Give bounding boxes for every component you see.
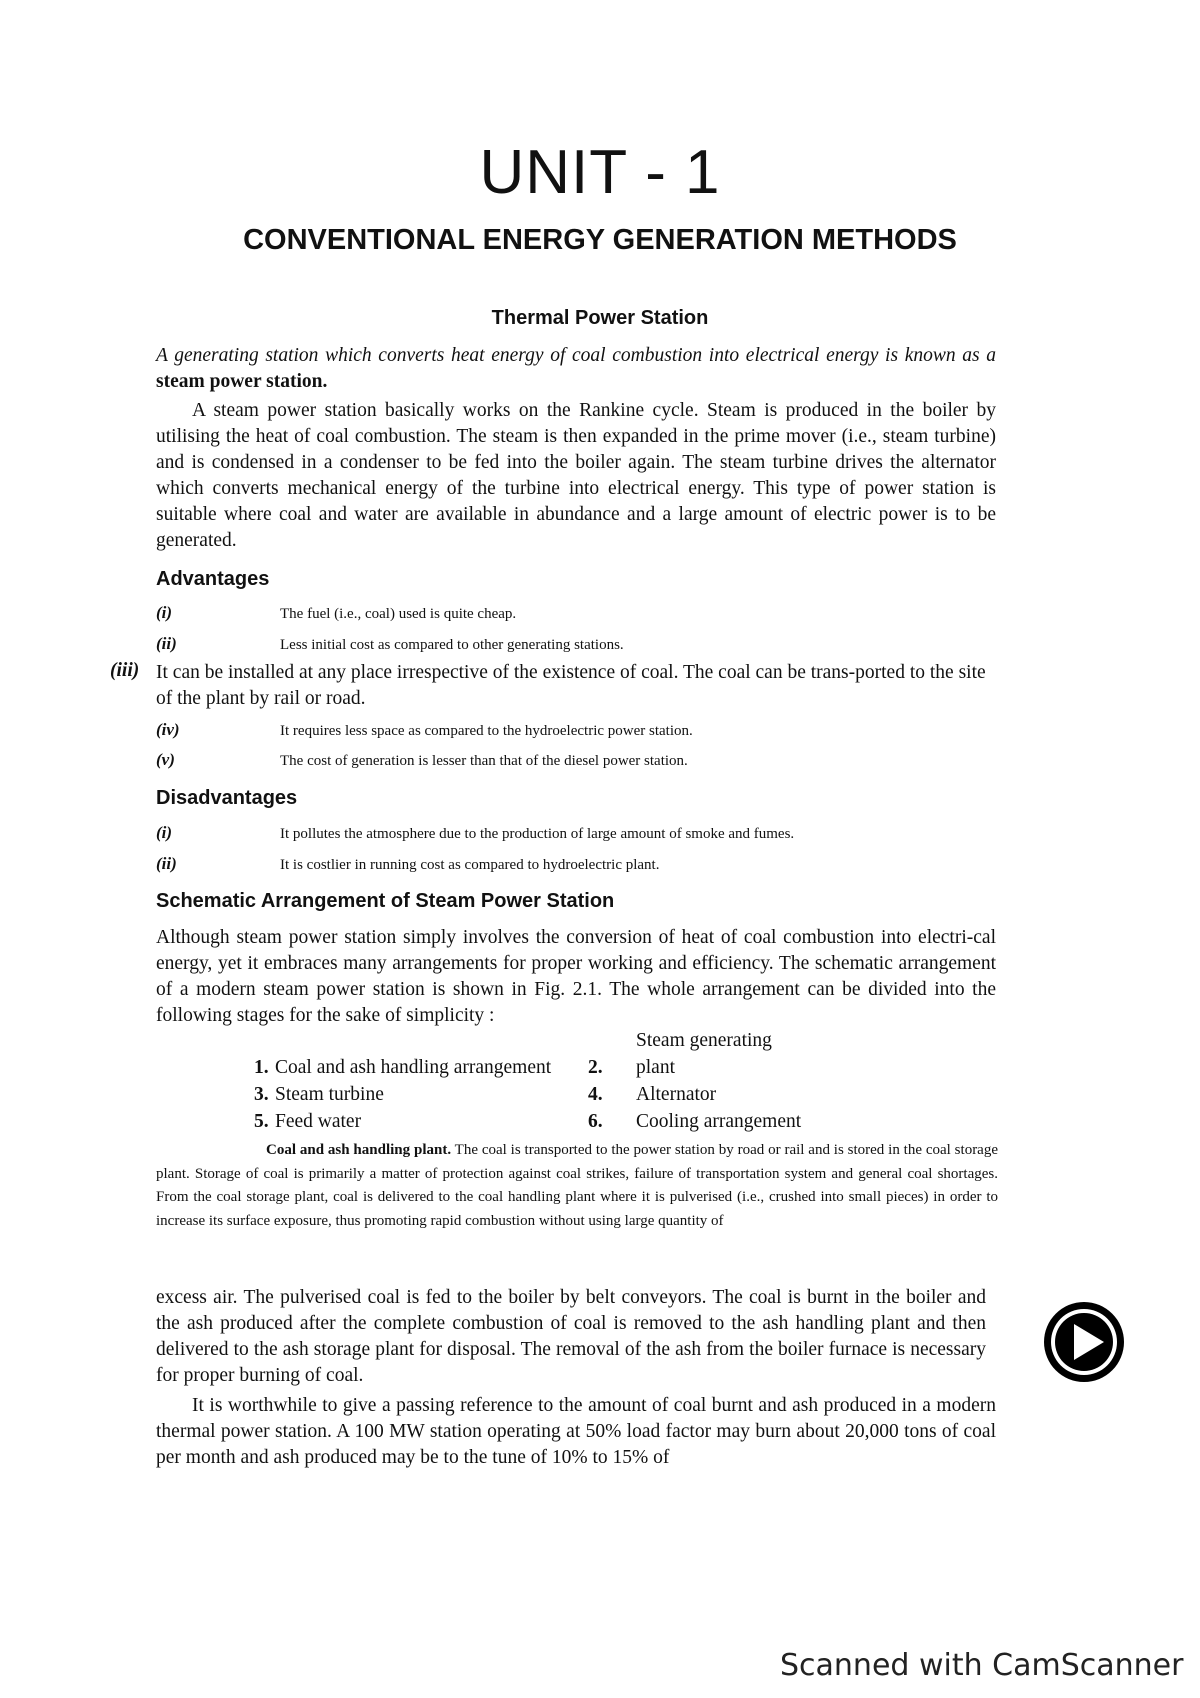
advantages-heading: Advantages — [156, 568, 270, 590]
coal-plant-text: The coal is transported to the power station by road or rail and is stored in the coal storage plant. Storage of coal is primarily a matter of protection against coal strikes, failure of transportation system and general coal shortages. From the coal storage plant, coal is delivered to the coal handling plant where it is pulverised (i.e., crushed into small pieces) in order to increase its surface exposure, thus promoting rapid combustion without using large quantity of — [156, 1142, 999, 1229]
camscanner-watermark: Scanned with CamScanner — [780, 1648, 1184, 1683]
adv-mark-4: (iv) — [156, 720, 180, 739]
coal-plant-lead: Coal and ash handling plant. — [266, 1142, 452, 1158]
adv-mark-2: (ii) — [156, 634, 177, 653]
stage-label-2a: Steam generating — [636, 1030, 772, 1051]
stage-num-1: 1. — [254, 1057, 269, 1078]
stage-num-2: 2. — [588, 1057, 603, 1078]
adv-text-5: The cost of generation is lesser than that of the diesel power station. — [280, 753, 688, 769]
continuation-paragraph-2: It is worthwhile to give a passing reference to the amount of coal burnt and ash produced in a modern thermal power station. A 100 MW station operating at 50% load factor may burn about 20,000 tons of coal per month and ash produced may be to the tune of 10% to 15% of — [156, 1395, 996, 1468]
adv-text-3: It can be installed at any place irrespective of the existence of coal. The coal can be trans-ported to the site of the plant by rail or road. — [156, 662, 986, 709]
stage-num-5: 5. — [254, 1111, 269, 1132]
stage-label-6: Cooling arrangement — [636, 1111, 802, 1132]
continuation-paragraph-1: excess air. The pulverised coal is fed to the boiler by belt conveyors. The coal is burnt in the boiler and the ash produced after the complete combustion of coal is removed to the ash handling plant and then delivered to the ash storage plant for disposal. The removal of the ash from the boiler furnace is necessary for proper burning of coal. — [156, 1287, 986, 1386]
stage-label-3: Steam turbine — [275, 1084, 384, 1105]
stage-num-4: 4. — [588, 1084, 603, 1105]
rankine-paragraph: A steam power station basically works on the Rankine cycle. Steam is produced in the boiler by utilising the heat of coal combustion. The steam is then expanded in the prime mover (i.e., steam turbine) and is condensed in a condenser to be fed into the boiler again. The steam turbine drives the alternator which converts mechanical energy of the turbine into electrical energy. This type of power station is suitable where coal and water are available in abundance and a large amount of electric power is to be generated. — [156, 400, 996, 551]
definition-bold: steam power station. — [156, 371, 328, 392]
coal-plant-paragraph — [156, 1139, 998, 1233]
stage-label-2b: plant — [636, 1057, 675, 1078]
stage-num-6: 6. — [588, 1111, 603, 1132]
dis-text-2: It is costlier in running cost as compared to hydroelectric plant. — [280, 857, 660, 873]
adv-text-4: It requires less space as compared to the hydroelectric power station. — [280, 723, 693, 739]
schematic-heading: Schematic Arrangement of Steam Power Station — [156, 890, 615, 912]
chapter-subtitle: CONVENTIONAL ENERGY GENERATION METHODS — [243, 224, 957, 256]
adv-mark-3: (iii) — [110, 660, 140, 681]
play-icon[interactable] — [1040, 1298, 1128, 1386]
adv-text-1: The fuel (i.e., coal) used is quite cheap. — [280, 606, 517, 622]
play-icon-svg — [1040, 1298, 1128, 1386]
disadvantages-heading: Disadvantages — [156, 787, 298, 809]
dis-text-1: It pollutes the atmosphere due to the production of large amount of smoke and fumes. — [280, 826, 795, 842]
stage-label-4: Alternator — [636, 1084, 717, 1105]
adv-text-2: Less initial cost as compared to other generating stations. — [280, 637, 624, 653]
adv-mark-1: (i) — [156, 603, 173, 622]
adv-mark-5: (v) — [156, 750, 175, 769]
stage-label-1: Coal and ash handling arrangement — [275, 1057, 552, 1078]
dis-mark-1: (i) — [156, 823, 173, 842]
section-heading-thermal: Thermal Power Station — [491, 307, 709, 329]
stage-num-3: 3. — [254, 1084, 269, 1105]
schematic-paragraph: Although steam power station simply involves the conversion of heat of coal combustion into electri-cal energy, yet it embraces many arrangements for proper working and efficiency. The schematic arrangement of a modern steam power station is shown in Fig. 2.1. The whole arrangement can be divided into the following stages for the sake of simplicity : — [156, 927, 996, 1026]
dis-mark-2: (ii) — [156, 854, 177, 873]
definition-pre: A generating station which converts heat energy of coal combustion into electrical energy is known as a — [156, 345, 996, 366]
stage-label-5: Feed water — [275, 1111, 362, 1132]
definition-text — [156, 343, 996, 395]
unit-title: UNIT - 1 — [479, 138, 721, 207]
